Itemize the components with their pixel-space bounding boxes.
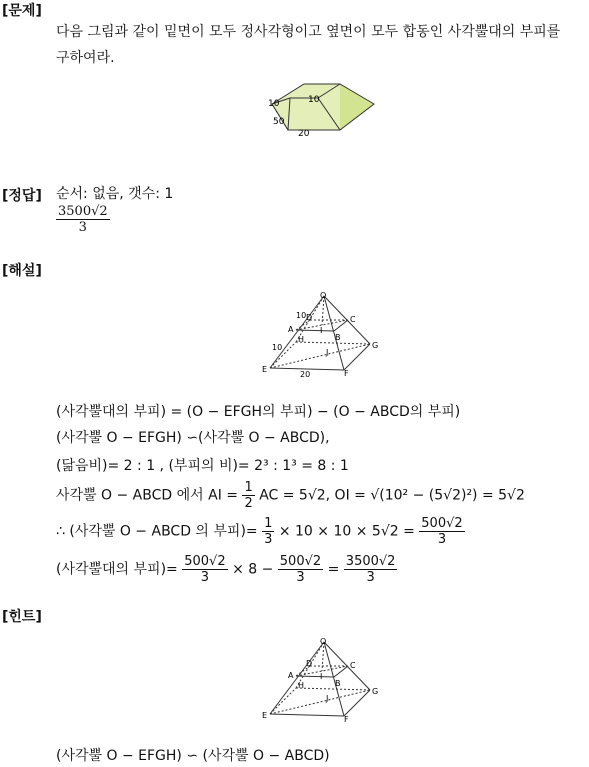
pyramid-figure-solution [258,290,388,378]
line6-fraction-1 [182,554,227,585]
frustum-label-slant: 50 [273,117,285,127]
hint-label-I: I [320,672,323,681]
answer-value [56,204,110,235]
hint-label-A: A [288,671,294,680]
answer-header: [정답] [2,188,42,204]
pyramid-figure-hint [258,636,388,724]
frustum-label-bottom: 20 [298,129,310,138]
solution-header: [해설] [2,263,42,279]
hint-label-D: D [306,659,313,668]
line6-text-mid: × 8 − [232,561,278,578]
label-A: A [288,325,294,334]
label-O: O [320,291,327,300]
solution-line-5 [56,516,465,547]
line4-half-den: 2 [244,496,253,511]
label-B: B [335,333,341,342]
label-10-lower: 10 [272,343,283,352]
label-H: H [298,335,305,344]
label-10-upper: 10 [296,311,307,320]
label-C: C [350,315,356,324]
hint-label-B: B [335,679,341,688]
line5-result-num: 500√2 [421,516,463,531]
line5-result-fraction [419,516,464,547]
line6-text-eq: = [327,561,344,578]
line6-f2-num: 500√2 [279,554,322,569]
label-J: J [326,348,329,357]
solution-line-6 [56,554,397,585]
line5-text-a: ∴ (사각뿔 O − ABCD 의 부피)= [56,523,263,540]
label-E: E [262,365,268,374]
line5-third-num: 1 [264,516,273,531]
hint-label-H: H [298,681,305,690]
line5-result-den: 3 [437,532,447,547]
hint-line-1: (사각뿔 O − EFGH) ∽ (사각뿔 O − ABCD) [56,748,330,764]
line5-third-fraction [262,516,274,547]
hint-label-J: J [326,694,329,703]
solution-line-3: (닮음비)= 2 : 1 , (부피의 비)= 2³ : 1³ = 8 : 1 [56,458,349,474]
solution-line-1: (사각뿔대의 부피) = (O − EFGH의 부피) − (O − ABCD의 부피) [56,404,461,420]
line5-text-b: × 10 × 10 × 5√2 = [278,523,420,540]
line6-text-a: (사각뿔대의 부피)= [56,561,183,578]
line6-f1-den: 3 [200,570,210,585]
line6-fraction-3 [344,554,398,585]
hint-label-E: E [262,711,268,720]
problem-line-2: 구하여라. [56,50,115,66]
line4-text-b: AC = 5√2, OI = √(10² − (5√2)²) = 5√2 [259,487,525,504]
answer-fraction [56,204,110,235]
hint-label-F: F [344,715,349,724]
answer-denominator: 3 [78,220,87,235]
label-F: F [344,369,349,378]
line6-f1-num: 500√2 [184,554,226,569]
hint-label-C: C [350,661,356,670]
solution-line-2: (사각뿔 O − EFGH) ∽(사각뿔 O − ABCD), [56,430,330,446]
answer-meta: 순서: 없음, 갯수: 1 [56,186,174,202]
hint-label-O: O [320,637,327,646]
line6-f3-den: 3 [366,570,375,585]
line4-half-num: 1 [244,480,253,495]
hint-label-G: G [372,687,379,696]
solution-line-4 [56,480,525,511]
problem-line-1: 다음 그림과 같이 밑면이 모두 정사각형이고 옆면이 모두 합동인 사각뿔대의 부피를 [56,24,561,40]
label-D: D [306,313,313,322]
label-20: 20 [300,370,311,378]
line6-fraction-2 [278,554,323,585]
problem-header: [문제] [2,3,42,19]
line6-f2-den: 3 [296,570,305,585]
frustum-label-side: 10 [268,99,280,109]
label-I: I [320,326,323,335]
line4-half-fraction [242,480,254,511]
line5-third-den: 3 [264,532,273,547]
line4-text-a: 사각뿔 O − ABCD 에서 AI = [56,487,243,504]
label-G: G [372,341,379,350]
frustum-label-top: 10 [308,95,320,105]
line6-f3-num: 3500√2 [345,554,396,569]
answer-numerator: 3500√2 [58,204,108,219]
hint-header: [힌트] [2,609,42,625]
frustum-figure [262,80,380,138]
